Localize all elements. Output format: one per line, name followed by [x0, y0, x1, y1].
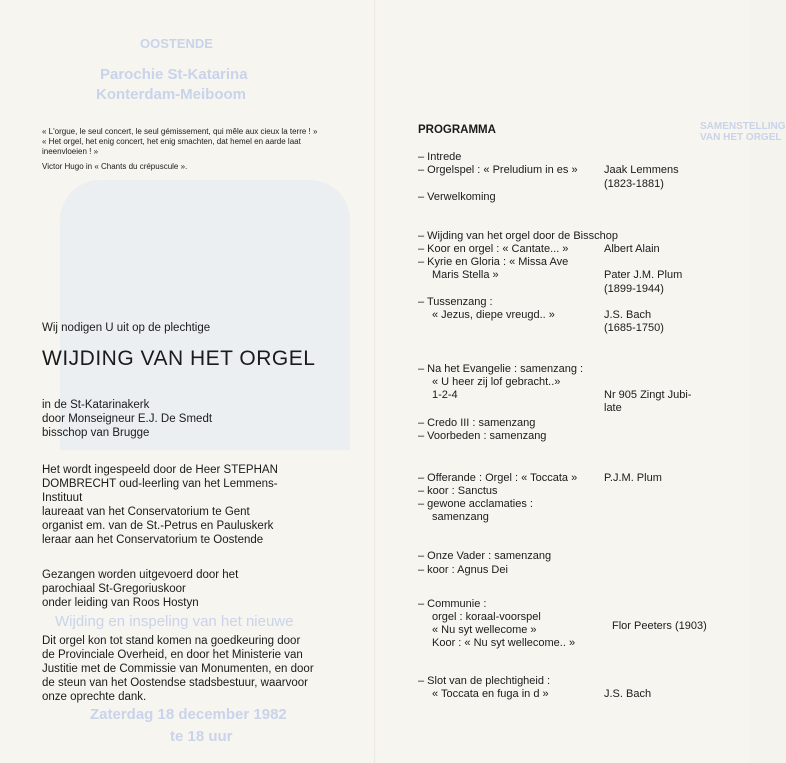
program-item: – Kyrie en Gloria : « Missa Ave — [418, 256, 569, 268]
program-performer: (1823-1881) — [604, 178, 664, 190]
program-item: « Toccata en fuga in d » — [432, 688, 549, 700]
thanks-line: Justitie met de Commissie van Monumenten, en door — [42, 663, 314, 675]
thanks-line: de steun van het Oostendse stadsbestuur, waarvoor — [42, 677, 308, 689]
program-performer: Nr 905 Zingt Jubi- — [604, 389, 692, 401]
program-item: « Nu syt wellecome » — [432, 624, 537, 636]
program-item: – Credo III : samenzang — [418, 417, 536, 429]
program-performer: late — [604, 402, 622, 414]
church-line: door Monseigneur E.J. De Smedt — [42, 413, 213, 425]
program-performer: Pater J.M. Plum — [604, 269, 683, 281]
program-item: – Na het Evangelie : samenzang : — [418, 363, 584, 375]
organist-line: Het wordt ingespeeld door de Heer STEPHAN — [42, 464, 278, 476]
quote-author: Victor Hugo in « Chants du crépuscule ». — [42, 162, 188, 171]
program-item: – Intrede — [418, 151, 462, 163]
organist-line: laureaat van het Conservatorium te Gent — [42, 506, 250, 518]
program-item: Koor : « Nu syt wellecome.. » — [432, 637, 576, 649]
program-item: – Offerande : Orgel : « Toccata » — [418, 472, 578, 484]
program-performer: (1899-1944) — [604, 283, 664, 295]
program-performer: (1685-1750) — [604, 322, 664, 334]
program-item: – Onze Vader : samenzang — [418, 550, 552, 562]
program-item: – gewone acclamaties : — [418, 498, 533, 510]
organist-line: leraar aan het Conservatorium te Oostende — [42, 534, 264, 546]
program-performer: Albert Alain — [604, 243, 660, 255]
program-item: « Jezus, diepe vreugd.. » — [432, 309, 555, 321]
bleed-through-text: te 18 uur — [170, 728, 233, 745]
program-item: samenzang — [432, 511, 489, 523]
program-item: – Slot van de plechtigheid : — [418, 675, 551, 687]
program-performer: P.J.M. Plum — [604, 472, 662, 484]
page-fold — [374, 0, 376, 763]
bleed-through-text: Zaterdag 18 december 1982 — [90, 706, 287, 723]
program-item: – Communie : — [418, 598, 487, 610]
organist-line: DOMBRECHT oud-leerling van het Lemmens- — [42, 478, 278, 490]
church-line: in de St-Katarinakerk — [42, 399, 150, 411]
program-item: – Verwelkoming — [418, 191, 496, 203]
program-item: – Voorbeden : samenzang — [418, 430, 547, 442]
program-item: – Orgelspel : « Preludium in es » — [418, 164, 578, 176]
choir-line: onder leiding van Roos Hostyn — [42, 597, 199, 609]
choir-line: parochiaal St-Gregoriuskoor — [42, 583, 186, 595]
bleed-through-text: Parochie St-Katarina — [100, 66, 248, 83]
program-item: 1-2-4 — [432, 389, 458, 401]
bleed-through-text: SAMENSTELLING VAN HET ORGEL — [700, 121, 786, 143]
program-item: – Wijding van het orgel door de Bisschop — [418, 230, 618, 242]
quote-line: « L'orgue, le seul concert, le seul gémissement, qui mêle aux cieux la terre ! » — [42, 127, 318, 136]
quote-line: « Het orgel, het enig concert, het enig smachten, dat hemel en aarde laat — [42, 137, 301, 146]
invitation-text: Wij nodigen U uit op de plechtige — [42, 322, 211, 334]
program-performer: Jaak Lemmens — [604, 164, 679, 176]
bleed-through-text: Konterdam-Meiboom — [96, 86, 246, 103]
church-line: bisschop van Brugge — [42, 427, 150, 439]
bleed-through-text: Wijding en inspeling van het nieuwe — [55, 613, 294, 630]
bleed-through-text: OOSTENDE — [140, 36, 213, 51]
thanks-line: onze oprechte dank. — [42, 691, 147, 703]
organist-line: organist em. van de St.-Petrus en Pauluskerk — [42, 520, 274, 532]
quote-line: ineenvloeien ! » — [42, 147, 99, 156]
program-performer: J.S. Bach — [604, 309, 652, 321]
page-title: WIJDING VAN HET ORGEL — [42, 347, 316, 370]
program-item: – Tussenzang : — [418, 296, 493, 308]
choir-line: Gezangen worden uitgevoerd door het — [42, 569, 239, 581]
thanks-line: Dit orgel kon tot stand komen na goedkeuring door — [42, 635, 301, 647]
program-item: – koor : Sanctus — [418, 485, 498, 497]
program-performer: J.S. Bach — [604, 688, 652, 700]
thanks-line: de Provinciale Overheid, en door het Ministerie van — [42, 649, 303, 661]
program-performer: Flor Peeters (1903) — [612, 620, 707, 632]
program-item: « U heer zij lof gebracht..» — [432, 376, 561, 388]
program-item: – Koor en orgel : « Cantate... » — [418, 243, 569, 255]
program-item: Maris Stella » — [432, 269, 499, 281]
organist-line: Instituut — [42, 492, 83, 504]
program-item: orgel : koraal-voorspel — [432, 611, 541, 623]
program-heading: PROGRAMMA — [418, 124, 496, 136]
program-item: – koor : Agnus Dei — [418, 564, 508, 576]
